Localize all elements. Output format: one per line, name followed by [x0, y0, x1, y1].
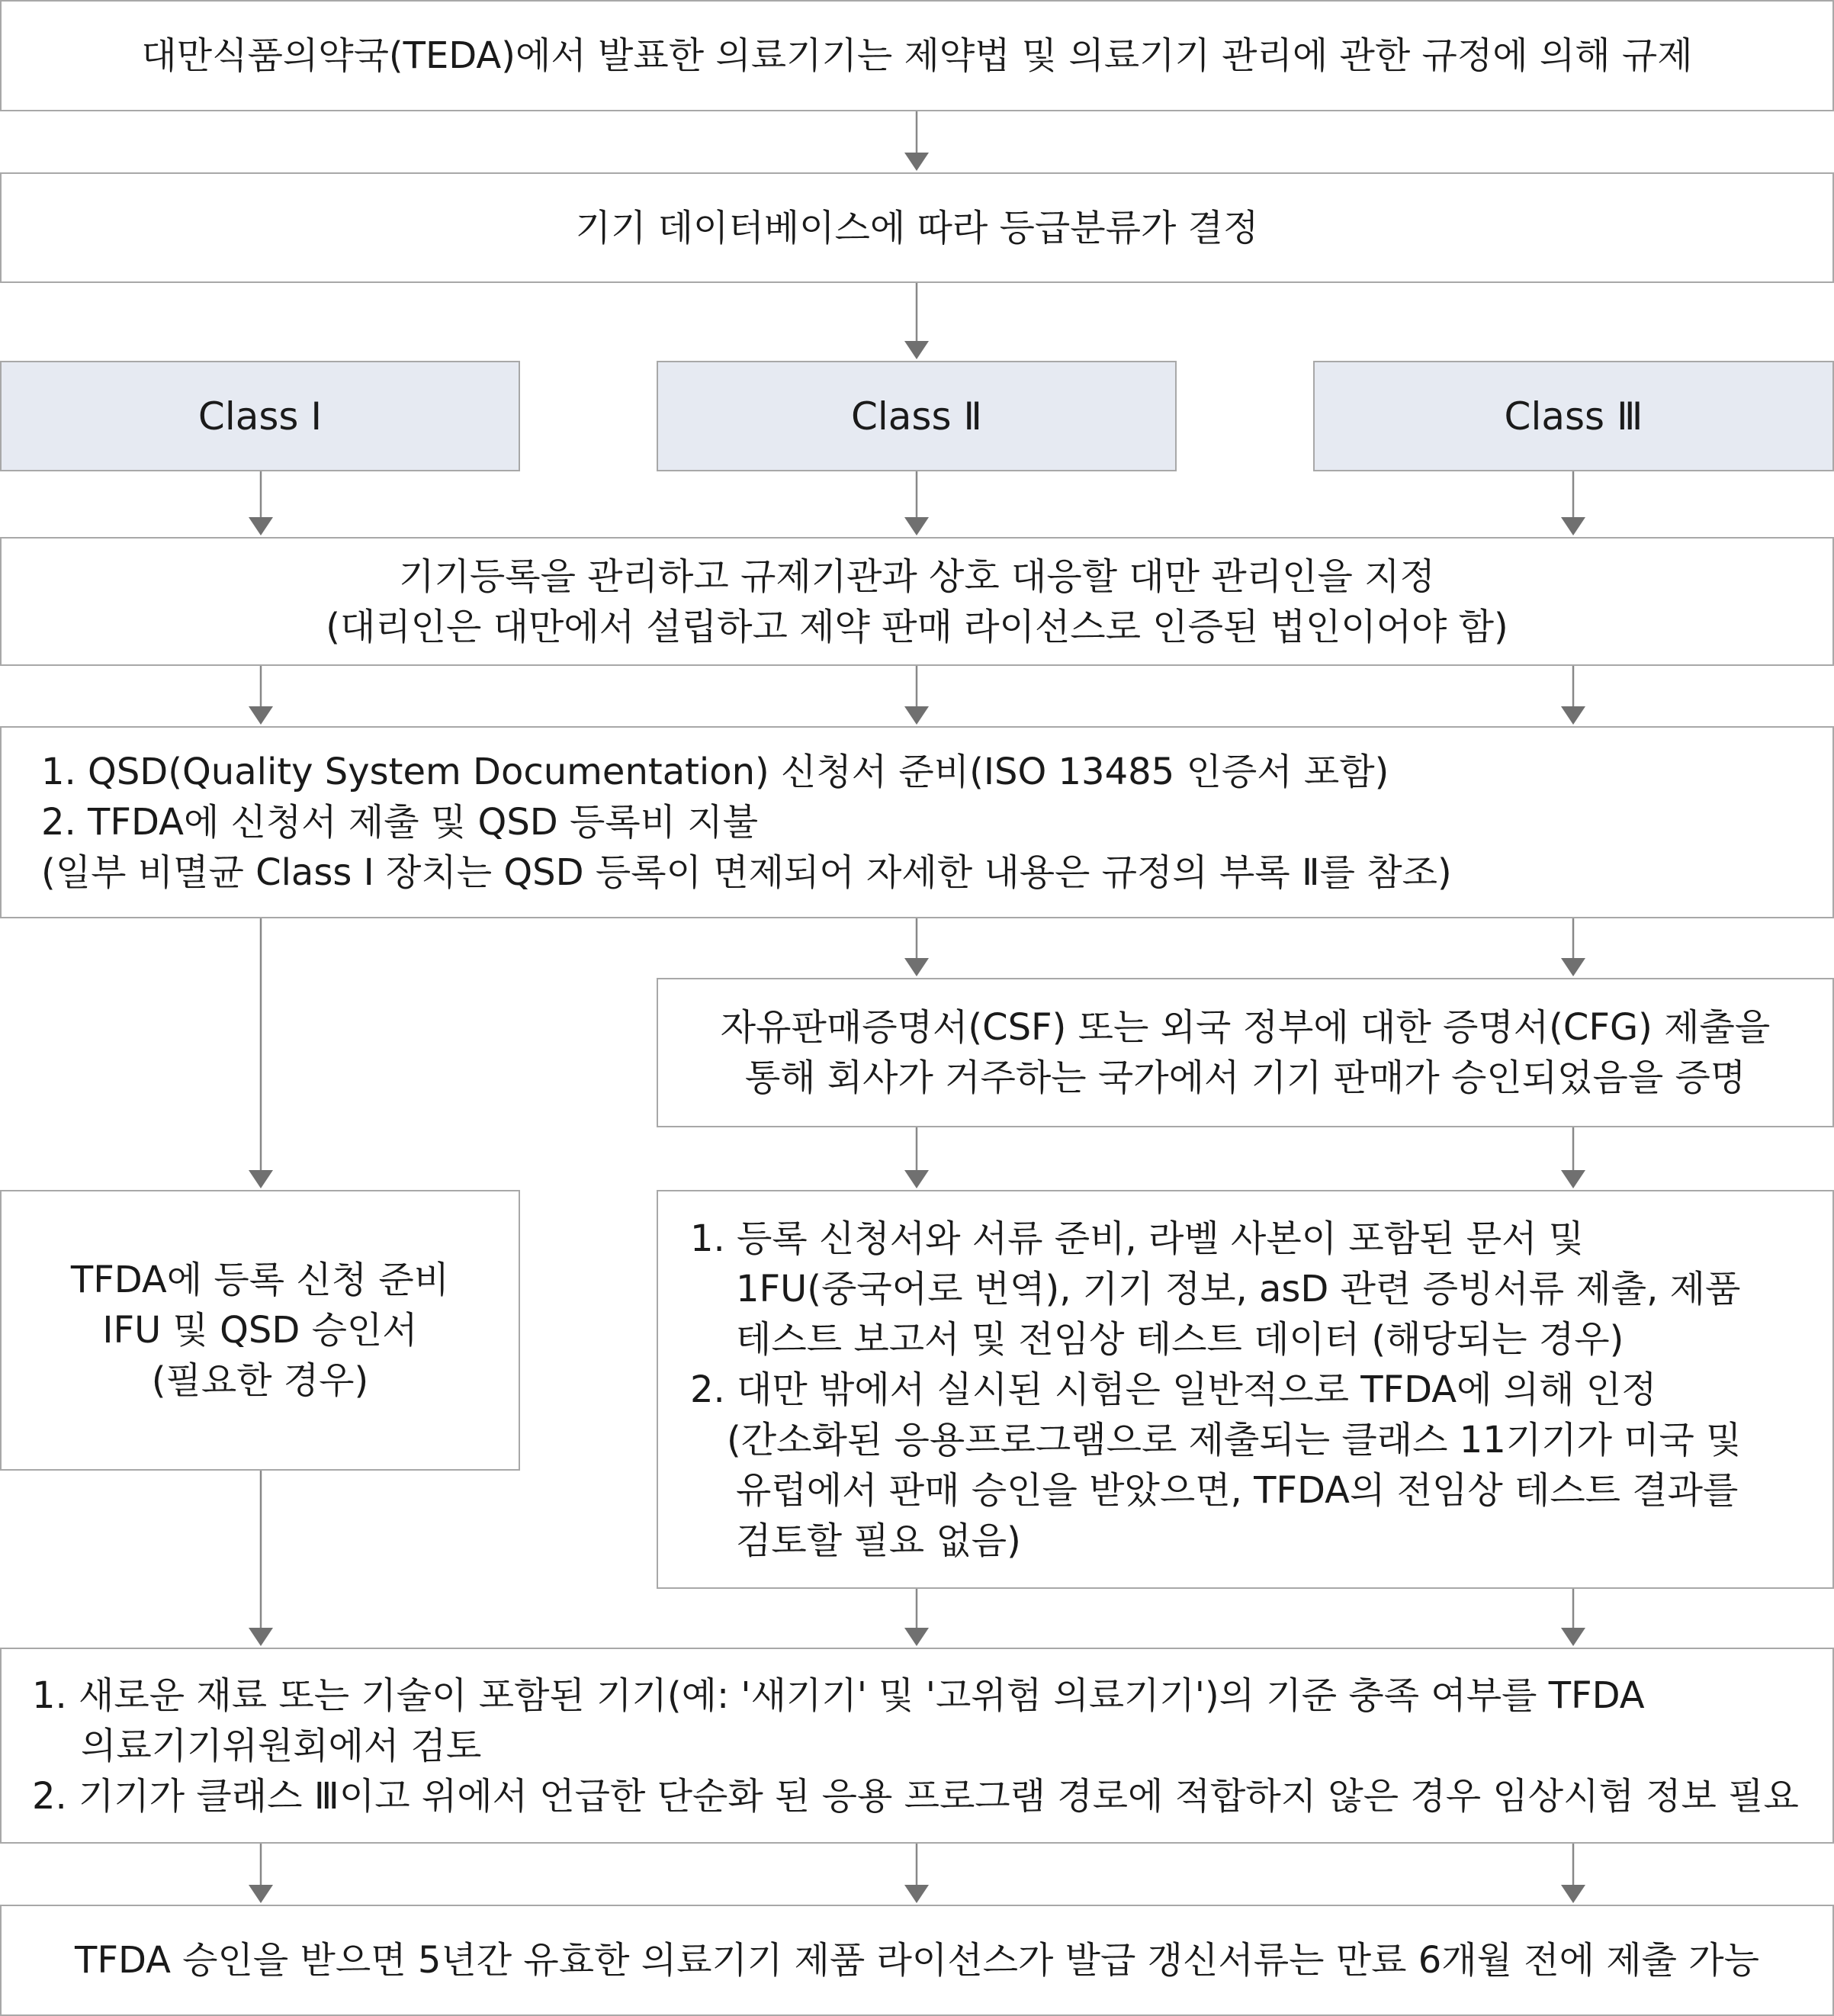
class-i-registration-text: [2, 1191, 519, 1469]
class-i-reg-line-1: TFDA에 등록 신청 준비: [70, 1259, 450, 1301]
agent-line-2: (대리인은 대만에서 설립하고 제약 판매 라이선스로 인증된 법인이어야 함): [326, 605, 1508, 648]
arrowhead: [1561, 1885, 1585, 1903]
arrowhead: [1561, 1628, 1585, 1646]
registration-documents-box: [657, 1190, 1834, 1589]
classification-text: [2, 174, 1832, 281]
class-iii-box: [1313, 361, 1834, 471]
class-i-reg-line-3: (필요한 경우): [151, 1359, 369, 1402]
arrowhead: [249, 1170, 273, 1188]
reg-doc-line-4: 2. 대만 밖에서 실시된 시험은 일반적으로 TFDA에 의해 인정: [690, 1368, 1657, 1411]
regulation-text: [2, 2, 1832, 110]
classification-box: [0, 172, 1834, 283]
arrowhead: [249, 1885, 273, 1903]
reg-doc-line-1: 1. 등록 신청서와 서류 준비, 라벨 사본이 포함된 문서 및: [690, 1217, 1585, 1260]
arrowhead: [1561, 706, 1585, 725]
class-ii-box: [657, 361, 1177, 471]
arrowhead: [904, 1170, 929, 1188]
arrowhead: [249, 1628, 273, 1646]
arrowhead: [904, 1885, 929, 1903]
reg-doc-line-5: (간소화된 응용프로그램으로 제출되는 클래스 11기기가 미국 및: [727, 1418, 1742, 1461]
class-i-reg-line-2: IFU 및 QSD 승인서: [102, 1309, 418, 1352]
license-line: TFDA 승인을 받으면 5년간 유효한 의료기기 제품 라이선스가 발급 갱신서류는 만료 6개월 전에 제출 가능: [75, 1939, 1759, 1982]
class-i-box: [0, 361, 520, 471]
arrowhead: [904, 1628, 929, 1646]
csf-line-2: 통해 회사가 거주하는 국가에서 기기 판매가 승인되었음을 증명: [744, 1056, 1746, 1099]
arrowhead: [904, 341, 929, 359]
arrowhead: [1561, 517, 1585, 535]
qsd-box: [0, 726, 1834, 918]
arrowhead: [904, 958, 929, 976]
agent-designation-box: [0, 537, 1834, 666]
arrowhead: [1561, 958, 1585, 976]
agent-designation-text: [2, 539, 1832, 664]
committee-review-box: [0, 1648, 1834, 1844]
arrowhead: [249, 517, 273, 535]
qsd-line-3: (일부 비멸균 Class Ⅰ 장치는 QSD 등록이 면제되어 자세한 내용은 규정의 부록 Ⅱ를 참조): [41, 851, 1452, 894]
arrowhead: [904, 517, 929, 535]
classification-line: 기기 데이터베이스에 따라 등급분류가 결정: [575, 206, 1259, 249]
class-i-registration-box: [0, 1190, 520, 1471]
reg-doc-line-7: 검토할 필요 없음): [736, 1519, 1021, 1562]
qsd-line-1: 1. QSD(Quality System Documentation) 신청서 준비(ISO 13485 인증서 포함): [41, 751, 1389, 793]
class-i-label: Class Ⅰ: [198, 394, 323, 439]
arrowhead: [904, 153, 929, 171]
license-issuance-box: [0, 1905, 1834, 2016]
committee-review-text: [2, 1649, 1832, 1842]
arrowhead: [904, 706, 929, 725]
reg-doc-line-3: 테스트 보고서 및 전임상 테스트 데이터 (해당되는 경우): [736, 1317, 1624, 1361]
agent-line-1: 기기등록을 관리하고 규제기관과 상호 대응할 대만 관리인을 지정: [399, 555, 1435, 598]
arrowhead: [1561, 1170, 1585, 1188]
registration-documents-text: [658, 1191, 1832, 1587]
qsd-text: [2, 728, 1832, 917]
arrowhead: [249, 706, 273, 725]
free-sale-certificate-text: [658, 979, 1832, 1126]
free-sale-certificate-box: [657, 978, 1834, 1127]
reg-doc-line-2: 1FU(중국어로 번역), 기기 정보, asD 관련 증빙서류 제출, 제품: [736, 1267, 1741, 1310]
csf-line-1: 자유판매증명서(CSF) 또는 외국 정부에 대한 증명서(CFG) 제출을: [720, 1006, 1771, 1049]
class-iii-label: Class Ⅲ: [1504, 394, 1643, 439]
class-ii-label: Class Ⅱ: [850, 394, 983, 439]
review-line-1: 1. 새로운 재료 또는 기술이 포함된 기기(예: '새기기' 및 '고위험 의료기기')의 기준 충족 여부를 TFDA: [32, 1674, 1645, 1717]
review-line-3: 2. 기기가 클래스 Ⅲ이고 위에서 언급한 단순화 된 응용 프로그램 경로에 적합하지 않은 경우 임상시험 정보 필요: [32, 1774, 1799, 1818]
regulation-box: [0, 0, 1834, 111]
reg-doc-line-6: 유럽에서 판매 승인을 받았으면, TFDA의 전임상 테스트 결과를: [736, 1468, 1739, 1512]
regulation-line: 대만식품의약국(TEDA)에서 발표한 의료기기는 제약법 및 의료기기 관리에 관한 규정에 의해 규제: [141, 34, 1693, 77]
qsd-line-2: 2. TFDA에 신청서 제출 및 QSD 등록비 지불: [41, 801, 759, 844]
license-issuance-text: [2, 1906, 1832, 2014]
review-line-2: 의료기기위원회에서 검토: [81, 1724, 482, 1767]
